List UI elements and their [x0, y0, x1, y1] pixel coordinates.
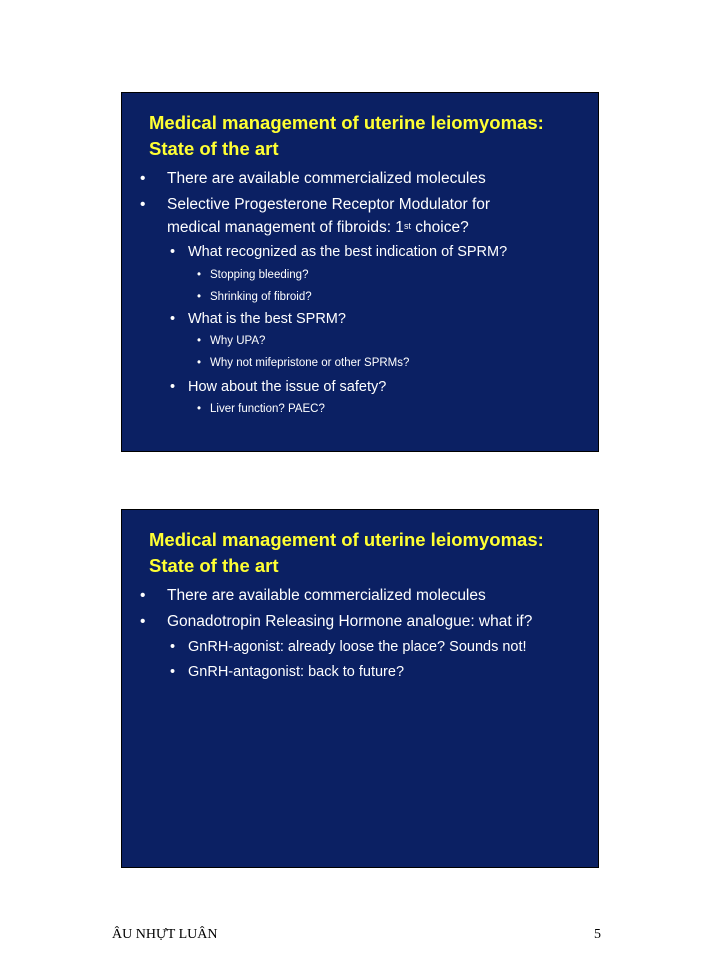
bullet-text-part: choice? [410, 219, 469, 236]
bullet-marker: • [170, 664, 176, 680]
bullet-marker: • [197, 291, 202, 303]
slide-title-line-2: State of the art [149, 555, 279, 576]
bullet-item [140, 584, 486, 607]
sub-sub-bullet-text: Why UPA? [210, 335, 266, 347]
sub-sub-bullet-text: Why not mifepristone or other SPRMs? [210, 357, 410, 369]
bullet-text: Gonadotropin Releasing Hormone analogue: what if? [167, 613, 533, 630]
bullet-marker: • [170, 379, 176, 395]
slide-title-line-2: State of the art [149, 138, 279, 159]
sub-bullet-text: What recognized as the best indication of SPRM? [188, 244, 508, 260]
bullet-marker: • [170, 244, 176, 260]
bullet-text: There are available commercialized molecules [167, 170, 486, 187]
sub-sub-bullet-item [197, 355, 409, 371]
sub-sub-bullet-text: Shrinking of fibroid? [210, 291, 312, 303]
slide-title-line-1: Medical management of uterine leiomyomas: [149, 529, 544, 550]
bullet-marker: • [170, 311, 176, 327]
sub-sub-bullet-item [197, 333, 265, 349]
bullet-text-part: medical management of fibroids: 1 [167, 219, 404, 236]
bullet-item [140, 193, 490, 239]
sub-bullet-text: What is the best SPRM? [188, 311, 346, 327]
bullet-marker: • [140, 196, 146, 213]
slide-title-line-1: Medical management of uterine leiomyomas: [149, 112, 544, 133]
sub-bullet-text: GnRH-agonist: already loose the place? Sounds not! [188, 639, 527, 655]
slide-title [149, 527, 544, 579]
slide-title [149, 110, 544, 162]
bullet-marker: • [140, 170, 146, 187]
bullet-marker: • [140, 587, 146, 604]
slide-2 [121, 509, 599, 868]
sub-sub-bullet-item [197, 401, 325, 417]
sub-bullet-item [170, 242, 507, 262]
bullet-marker: • [197, 269, 202, 281]
sub-sub-bullet-text: Liver function? PAEC? [210, 403, 325, 415]
bullet-text-line-2 [167, 216, 490, 239]
sub-bullet-item [170, 309, 346, 329]
bullet-marker: • [197, 357, 202, 369]
sub-sub-bullet-item [197, 267, 308, 283]
bullet-marker: • [140, 613, 146, 630]
sub-sub-bullet-item [197, 289, 312, 305]
footer-author: ÂU NHỰT LUÂN [112, 927, 218, 942]
bullet-item [140, 610, 532, 633]
bullet-marker: • [197, 335, 202, 347]
sub-bullet-item [170, 662, 404, 682]
page-number: 5 [594, 927, 601, 942]
bullet-item [140, 167, 486, 190]
bullet-marker: • [197, 403, 202, 415]
sub-sub-bullet-text: Stopping bleeding? [210, 269, 309, 281]
sub-bullet-text: How about the issue of safety? [188, 379, 387, 395]
sub-bullet-item [170, 637, 527, 657]
bullet-text-line-1: Selective Progesterone Receptor Modulator for [167, 196, 491, 213]
bullet-text: There are available commercialized molecules [167, 587, 486, 604]
sub-bullet-item [170, 377, 386, 397]
sub-bullet-text: GnRH-antagonist: back to future? [188, 664, 405, 680]
bullet-marker: • [170, 639, 176, 655]
slide-1 [121, 92, 599, 452]
ordinal-superscript: st [403, 221, 411, 231]
